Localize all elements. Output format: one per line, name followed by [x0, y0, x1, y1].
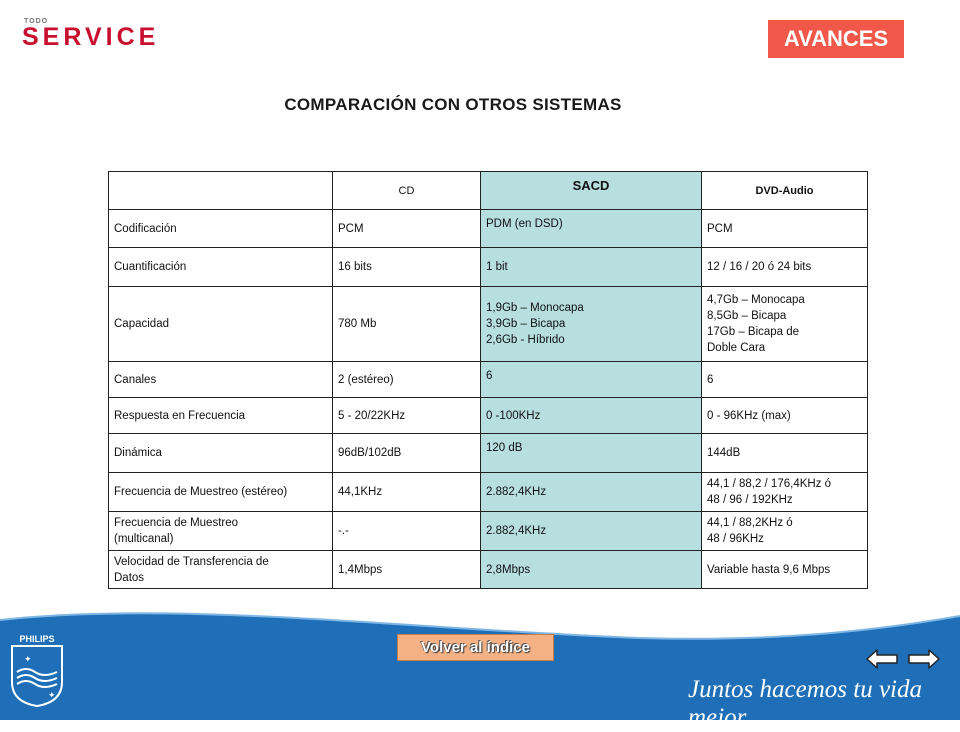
prev-arrow-icon[interactable]: [865, 648, 899, 670]
table-row: [109, 398, 868, 434]
table-cell: 1 bit: [481, 248, 702, 287]
row-label-cell: Frecuencia de Muestreo (multicanal): [109, 512, 333, 551]
table-cell: 144dB: [702, 434, 868, 473]
table-cell: 16 bits: [333, 248, 481, 287]
table-cell: Variable hasta 9,6 Mbps: [702, 551, 868, 589]
table-row: [109, 512, 868, 551]
table-row: [109, 248, 868, 287]
table-cell: 6: [481, 362, 702, 398]
table-row: [109, 210, 868, 248]
table-cell: 2 (estéreo): [333, 362, 481, 398]
logo-small-text: TODO: [24, 18, 49, 25]
table-cell: 44,1KHz: [333, 473, 481, 512]
table-cell: PCM: [333, 210, 481, 248]
avances-badge: AVANCES: [768, 20, 904, 58]
table-cell: 6: [702, 362, 868, 398]
table-cell: 1,9Gb – Monocapa 3,9Gb – Bicapa 2,6Gb - Híbrido: [481, 287, 702, 362]
table-cell: 44,1 / 88,2 / 176,4KHz ó 48 / 96 / 192KHz: [702, 473, 868, 512]
table-cell: 0 -100KHz: [481, 398, 702, 434]
table-cell: 780 Mb: [333, 287, 481, 362]
star-icon: ✦: [24, 654, 32, 664]
next-arrow-icon[interactable]: [907, 648, 941, 670]
table-row: [109, 362, 868, 398]
philips-shield-logo: [8, 632, 66, 708]
table-cell: 2.882,4KHz: [481, 512, 702, 551]
table-cell: 44,1 / 88,2KHz ó 48 / 96KHz: [702, 512, 868, 551]
row-label-cell: Respuesta en Frecuencia: [109, 398, 333, 434]
table-header-row: [109, 172, 868, 210]
philips-wordmark: PHILIPS: [19, 634, 55, 644]
comparison-table: [108, 171, 868, 589]
row-label-cell: Frecuencia de Muestreo (estéreo): [109, 473, 333, 512]
star-icon: ✦: [48, 690, 56, 700]
logo-main-text: SERVICE: [22, 23, 160, 51]
table-cell: 2.882,4KHz: [481, 473, 702, 512]
table-cell: PDM (en DSD): [481, 210, 702, 248]
row-label-cell: Canales: [109, 362, 333, 398]
table-cell: 0 - 96KHz (max): [702, 398, 868, 434]
row-label-cell: Dinámica: [109, 434, 333, 473]
table-cell: 2,8Mbps: [481, 551, 702, 589]
table-cell: 5 - 20/22KHz: [333, 398, 481, 434]
page-title: COMPARACIÓN CON OTROS SISTEMAS: [284, 95, 622, 114]
table-row: [109, 434, 868, 473]
table-cell: 1,4Mbps: [333, 551, 481, 589]
header-empty-cell: [109, 172, 333, 210]
todo-service-logo: [22, 18, 172, 50]
footer-slogan: Juntos hacemos tu vida mejor: [688, 676, 922, 731]
row-label-cell: Capacidad: [109, 287, 333, 362]
table-row: [109, 287, 868, 362]
table-row: [109, 473, 868, 512]
table-cell: -.-: [333, 512, 481, 551]
table-cell: PCM: [702, 210, 868, 248]
row-label-cell: Velocidad de Transferencia de Datos: [109, 551, 333, 589]
header-dvd-audio: DVD-Audio: [702, 172, 868, 210]
back-to-index-button[interactable]: Volver al índice: [397, 634, 554, 661]
table-cell: 120 dB: [481, 434, 702, 473]
header-sacd: SACD: [481, 172, 702, 210]
row-label-cell: Codificación: [109, 210, 333, 248]
header-cd: CD: [333, 172, 481, 210]
table-cell: 4,7Gb – Monocapa 8,5Gb – Bicapa 17Gb – Bicapa de Doble Cara: [702, 287, 868, 362]
table-cell: 96dB/102dB: [333, 434, 481, 473]
table-cell: 12 / 16 / 20 ó 24 bits: [702, 248, 868, 287]
row-label-cell: Cuantificación: [109, 248, 333, 287]
